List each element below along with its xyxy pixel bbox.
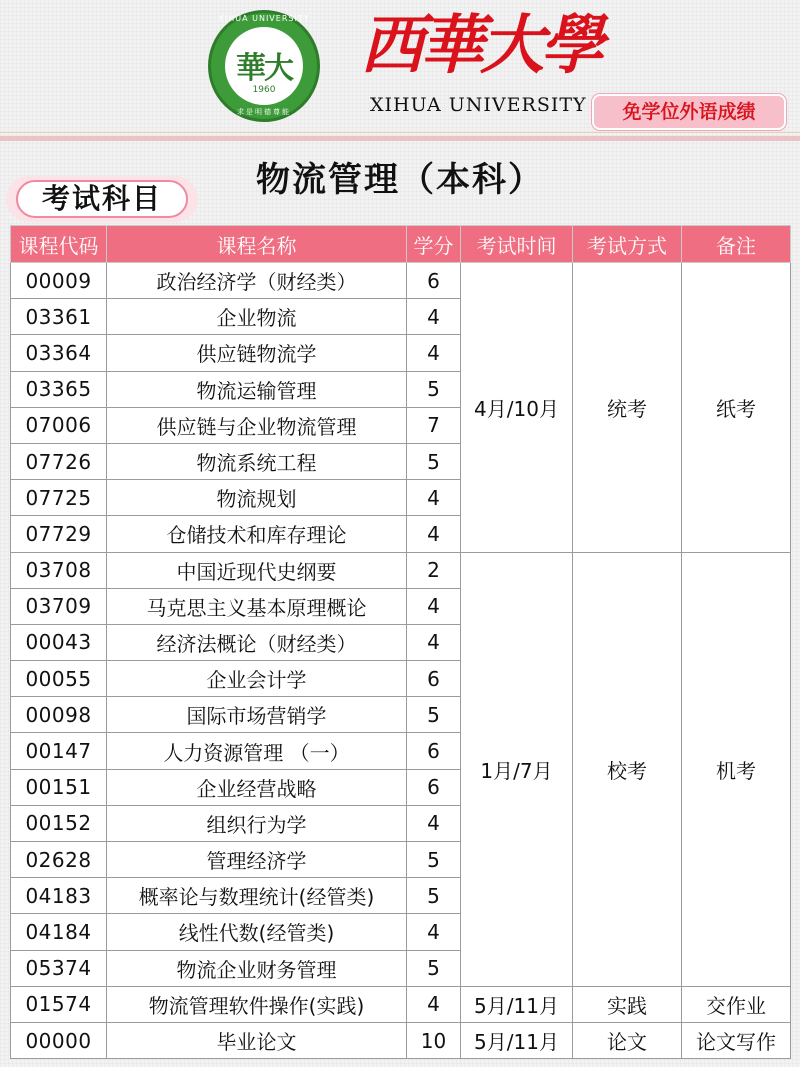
course-code-cell: 04183 (11, 878, 107, 914)
course-name-cell: 物流运输管理 (107, 371, 407, 407)
course-name-cell: 国际市场营销学 (107, 697, 407, 733)
course-name-cell: 线性代数(经管类) (107, 914, 407, 950)
logo-inner (225, 27, 303, 105)
table-row (11, 552, 791, 588)
credits-cell: 6 (407, 661, 461, 697)
column-header-code: 课程代码 (11, 226, 107, 263)
credits-cell: 5 (407, 878, 461, 914)
course-code-cell: 03708 (11, 552, 107, 588)
column-header-remarks: 备注 (682, 226, 791, 263)
course-name-cell: 政治经济学（财经类） (107, 263, 407, 299)
exam-method-cell: 统考 (573, 263, 682, 553)
course-code-cell: 03361 (11, 299, 107, 335)
logo-motto: 求是明德尊能 (237, 108, 291, 116)
exam-method-cell: 实践 (573, 986, 682, 1022)
exam-method-cell: 论文 (573, 1022, 682, 1058)
course-code-cell: 00151 (11, 769, 107, 805)
header-divider-thin (0, 132, 800, 133)
course-name-cell: 企业物流 (107, 299, 407, 335)
course-name-cell: 组织行为学 (107, 805, 407, 841)
table-row (11, 986, 791, 1022)
course-name-cell: 企业经营战略 (107, 769, 407, 805)
credits-cell: 4 (407, 480, 461, 516)
course-code-cell: 07729 (11, 516, 107, 552)
remarks-cell: 机考 (682, 552, 791, 986)
column-header-credits: 学分 (407, 226, 461, 263)
course-name-cell: 物流系统工程 (107, 443, 407, 479)
table-header-row (11, 226, 791, 263)
table-row (11, 1022, 791, 1058)
logo-year: 1960 (252, 85, 276, 95)
section-tab (6, 176, 198, 222)
course-code-cell: 07725 (11, 480, 107, 516)
section-tab-label: 考试科目 (16, 180, 188, 218)
logo-glyph: 華大 (236, 51, 292, 86)
course-name-cell: 物流企业财务管理 (107, 950, 407, 986)
course-name-cell: 概率论与数理统计(经管类) (107, 878, 407, 914)
header-divider (0, 136, 800, 141)
credits-cell: 5 (407, 443, 461, 479)
exam-time-cell: 1月/7月 (461, 552, 573, 986)
remarks-cell: 纸考 (682, 263, 791, 553)
course-code-cell: 03365 (11, 371, 107, 407)
university-name-en: XIHUA UNIVERSITY (370, 94, 587, 116)
course-code-cell: 03709 (11, 588, 107, 624)
course-name-cell: 人力资源管理 （一） (107, 733, 407, 769)
credits-cell: 4 (407, 335, 461, 371)
column-header-exam-method: 考试方式 (573, 226, 682, 263)
credits-cell: 7 (407, 407, 461, 443)
exam-time-cell: 5月/11月 (461, 1022, 573, 1058)
course-code-cell: 00055 (11, 661, 107, 697)
credits-cell: 6 (407, 769, 461, 805)
course-code-cell: 00009 (11, 263, 107, 299)
credits-cell: 4 (407, 624, 461, 660)
logo-arc-text: XIHUA UNIVERSITY (218, 14, 310, 23)
course-name-cell: 供应链物流学 (107, 335, 407, 371)
course-code-cell: 01574 (11, 986, 107, 1022)
column-header-exam-time: 考试时间 (461, 226, 573, 263)
credits-cell: 5 (407, 950, 461, 986)
course-name-cell: 管理经济学 (107, 842, 407, 878)
exam-subjects-table (10, 225, 791, 1059)
credits-cell: 4 (407, 986, 461, 1022)
page-title: 物流管理（本科） (256, 160, 544, 200)
credits-cell: 5 (407, 842, 461, 878)
course-code-cell: 07726 (11, 443, 107, 479)
exam-method-cell: 校考 (573, 552, 682, 986)
course-code-cell: 00147 (11, 733, 107, 769)
course-name-cell: 物流规划 (107, 480, 407, 516)
exemption-badge: 免学位外语成绩 (592, 94, 786, 130)
course-code-cell: 04184 (11, 914, 107, 950)
table-row (11, 263, 791, 299)
course-name-cell: 马克思主义基本原理概论 (107, 588, 407, 624)
course-code-cell: 00152 (11, 805, 107, 841)
credits-cell: 6 (407, 263, 461, 299)
exam-time-cell: 4月/10月 (461, 263, 573, 553)
credits-cell: 4 (407, 299, 461, 335)
course-name-cell: 中国近现代史纲要 (107, 552, 407, 588)
exam-time-cell: 5月/11月 (461, 986, 573, 1022)
credits-cell: 10 (407, 1022, 461, 1058)
university-logo-seal (208, 10, 320, 122)
course-name-cell: 毕业论文 (107, 1022, 407, 1058)
credits-cell: 2 (407, 552, 461, 588)
credits-cell: 5 (407, 697, 461, 733)
credits-cell: 5 (407, 371, 461, 407)
course-code-cell: 00043 (11, 624, 107, 660)
course-code-cell: 03364 (11, 335, 107, 371)
header (0, 0, 800, 140)
table-body (11, 263, 791, 1059)
course-name-cell: 供应链与企业物流管理 (107, 407, 407, 443)
course-code-cell: 00000 (11, 1022, 107, 1058)
course-code-cell: 07006 (11, 407, 107, 443)
course-name-cell: 企业会计学 (107, 661, 407, 697)
credits-cell: 4 (407, 914, 461, 950)
remarks-cell: 论文写作 (682, 1022, 791, 1058)
credits-cell: 4 (407, 588, 461, 624)
credits-cell: 6 (407, 733, 461, 769)
column-header-name: 课程名称 (107, 226, 407, 263)
course-code-cell: 02628 (11, 842, 107, 878)
university-name-cn: 西華大學 (360, 8, 600, 83)
course-code-cell: 05374 (11, 950, 107, 986)
remarks-cell: 交作业 (682, 986, 791, 1022)
course-name-cell: 仓储技术和库存理论 (107, 516, 407, 552)
credits-cell: 4 (407, 805, 461, 841)
course-code-cell: 00098 (11, 697, 107, 733)
course-name-cell: 经济法概论（财经类） (107, 624, 407, 660)
course-name-cell: 物流管理软件操作(实践) (107, 986, 407, 1022)
credits-cell: 4 (407, 516, 461, 552)
